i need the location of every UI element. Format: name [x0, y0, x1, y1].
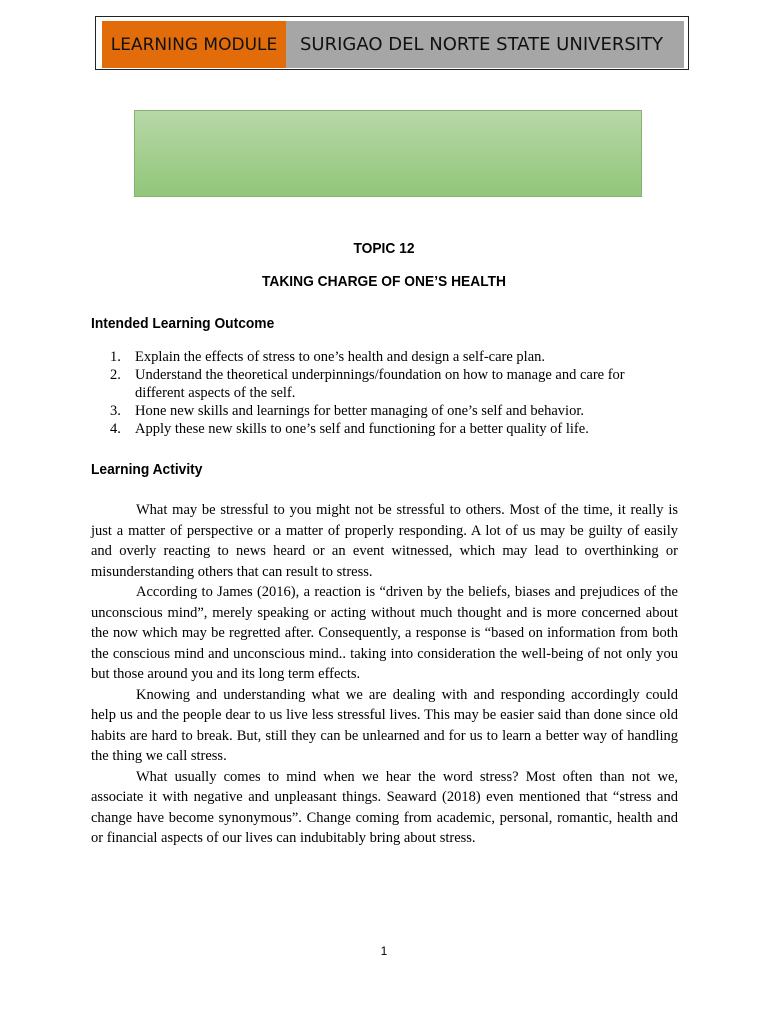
paragraph: Knowing and understanding what we are dealing with and responding accordingly could help us and the people dear to us live less stressful lives. This may be easier said than done since old habits are hard to break. But, still they can be unlearned and for us to learn a better way of handling the thing we call stress.: [91, 686, 678, 764]
item-text: Apply these new skills to one’s self and functioning for a better quality of life.: [135, 421, 589, 437]
paragraph: What may be stressful to you might not be stressful to others. Most of the time, it really is just a matter of perspective or a matter of properly responding. A lot of us may be guilty of easily and overly reacting to news heard or an event witnessed, which may lead to overthinking or misunderstanding others that can result to stress.: [91, 502, 678, 580]
list-item: [110, 348, 670, 366]
list-item: [110, 402, 670, 420]
item-text: Hone new skills and learnings for better managing of one’s self and behavior.: [135, 403, 584, 419]
outcome-list: [110, 348, 670, 438]
item-number: 2.: [110, 367, 121, 383]
paragraph: What usually comes to mind when we hear the word stress? Most often than not we, associate it with negative and unpleasant things. Seaward (2018) even mentioned that “stress and change have become synonymous”. Change coming from academic, personal, romantic, health and or financial aspects of our lives can indubitably bring about stress.: [91, 768, 678, 846]
topic-number: TOPIC 12: [353, 240, 415, 257]
item-text: Understand the theoretical underpinnings/foundation on how to manage and care for different aspects of the self.: [135, 367, 625, 401]
list-item: [110, 366, 670, 402]
list-item: [110, 420, 670, 438]
item-number: 1.: [110, 349, 121, 365]
activity-heading: Learning Activity: [91, 461, 203, 478]
item-number: 3.: [110, 403, 121, 419]
topic-title: TAKING CHARGE OF ONE’S HEALTH: [261, 273, 507, 290]
outcome-heading: Intended Learning Outcome: [91, 315, 275, 332]
activity-body: [91, 500, 678, 849]
item-number: 4.: [110, 421, 121, 437]
university-name: [286, 21, 684, 68]
green-banner: [134, 110, 642, 197]
page-number: 1: [380, 944, 388, 958]
paragraph: According to James (2016), a reaction is “driven by the beliefs, biases and prejudices of the unconscious mind”, merely speaking or acting without much thought and is more concerned about the now which may be regretted after. Consequently, a response is “based on information from both the conscious mind and unconscious mind.. taking into consideration the well-being of not only you but those around you and its long term effects.: [91, 584, 678, 682]
item-text: Explain the effects of stress to one’s health and design a self-care plan.: [135, 349, 546, 365]
module-label: LEARNING MODULE: [102, 21, 286, 68]
university-name-text: SURIGAO DEL NORTE STATE UNIVERSITY: [300, 34, 664, 55]
